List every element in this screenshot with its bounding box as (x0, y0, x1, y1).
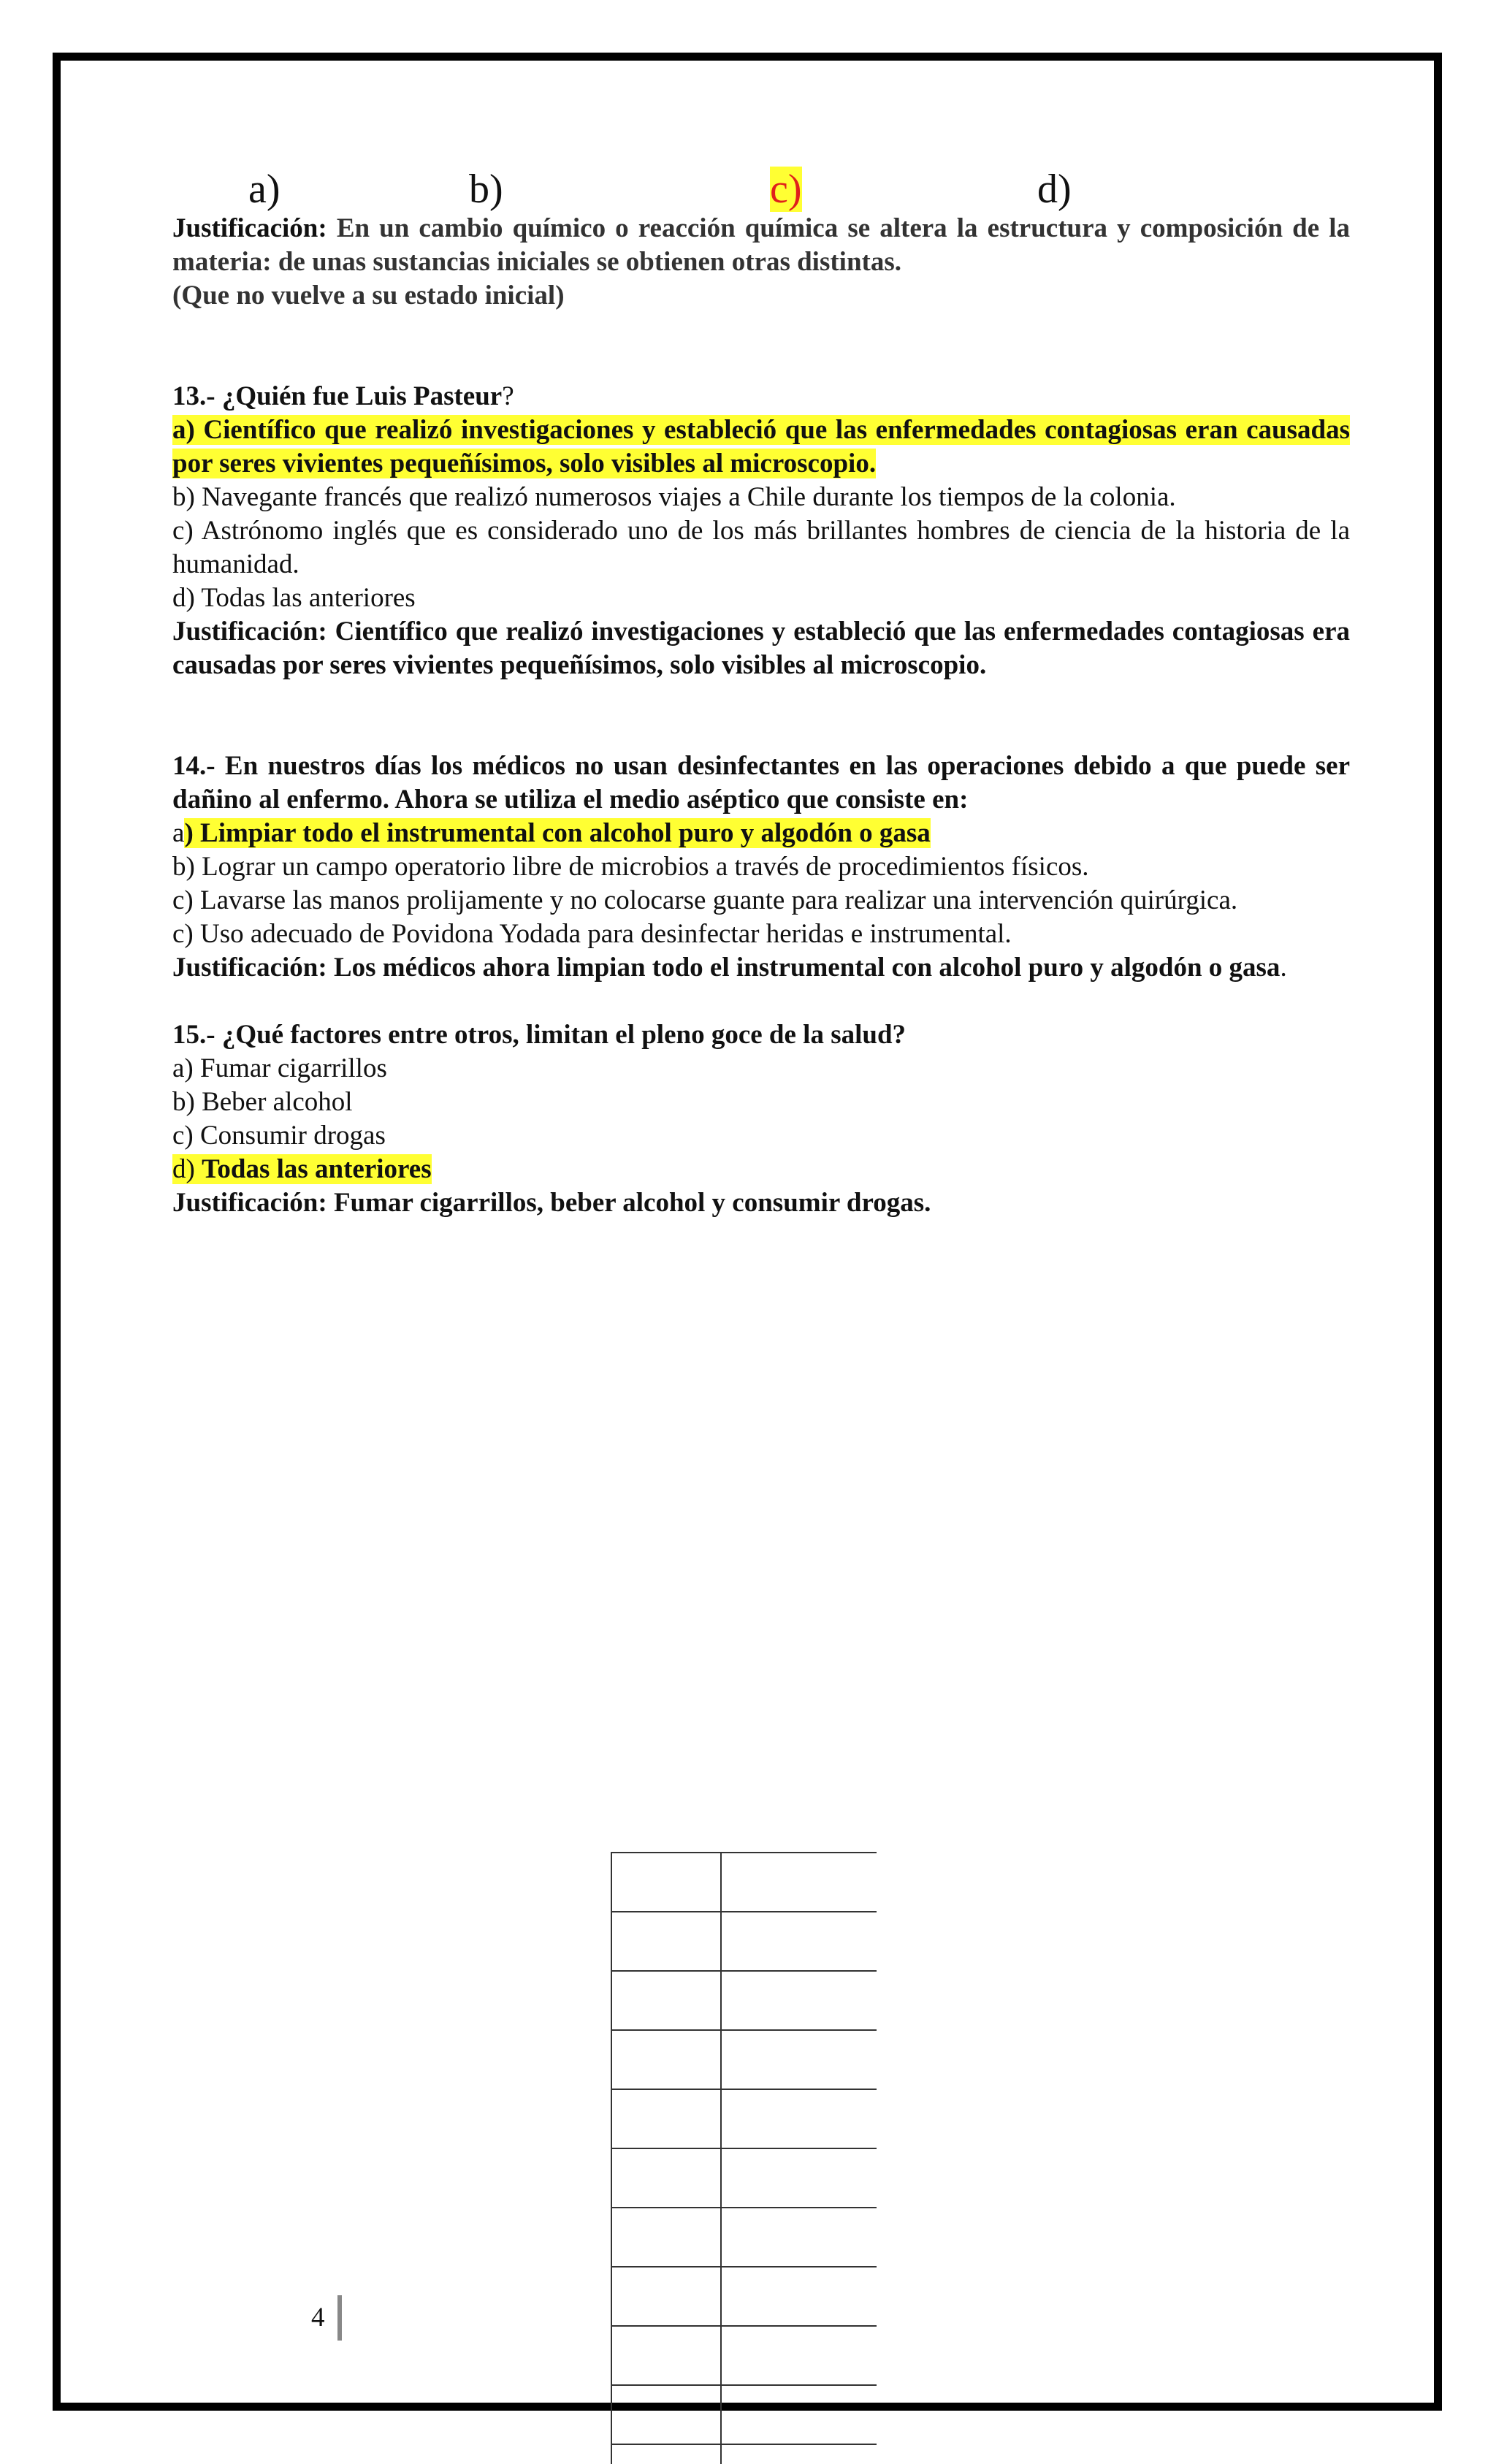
q14-option-c2: c) Uso adecuado de Povidona Yodada para desinfectar heridas e instrumental. (172, 919, 1012, 949)
q13-title-mark: ? (502, 381, 514, 411)
q13-option-a-highlight: a) Científico que realizó investigaciones y estableció que las enfermedades contagiosas eran causadas por seres vivientes pequeñísimos, solo visibles al microscopio. (172, 415, 1350, 478)
answer-options-row (172, 167, 1350, 212)
q15-option-d-prefix: d) (172, 1154, 202, 1184)
grid-line (720, 1852, 722, 2464)
q14-justification-label: Justificación: (172, 953, 327, 983)
q14-option-a (172, 817, 1350, 850)
q12-justification (172, 212, 1350, 279)
grid-line (611, 2444, 877, 2445)
option-b-label: b) (469, 167, 503, 212)
answer-grid (611, 1852, 877, 2464)
grid-line (611, 1852, 612, 2464)
q13-question (172, 380, 1350, 413)
q15-option-a: a) Fumar cigarrillos (172, 1053, 387, 1083)
q14-option-c1: c) Lavarse las manos prolijamente y no colocarse guante para realizar una intervención quirúrgica. (172, 885, 1238, 915)
grid-line (611, 2207, 877, 2208)
document-body (172, 167, 1350, 1220)
q14-justification-text: Los médicos ahora limpian todo el instrumental con alcohol puro y algodón o gasa (333, 953, 1281, 983)
q14-title: 14.- En nuestros días los médicos no usan desinfectantes en las operaciones debido a que puede ser dañino al enfermo. Ahora se utiliza el medio aséptico que consiste en: (172, 751, 1350, 815)
q13-justification (172, 615, 1350, 682)
q15-option-c: c) Consumir drogas (172, 1121, 386, 1151)
option-a-label: a) (248, 167, 280, 212)
q13-option-c: c) Astrónomo inglés que es considerado uno de los más brillantes hombres de ciencia de la historia de la humanidad. (172, 516, 1350, 579)
grid-line (611, 2029, 877, 2031)
q13-option-a (172, 413, 1350, 481)
option-c-label-highlighted: c) (770, 167, 802, 212)
option-d-label: d) (1037, 167, 1072, 212)
q13-title: 13.- ¿Quién fue Luis Pasteur (172, 381, 503, 411)
q12-justification-label: Justificación: (172, 213, 327, 243)
grid-line (611, 2148, 877, 2149)
q15-justification-text: Fumar cigarrillos, beber alcohol y consumir drogas. (333, 1188, 931, 1218)
q13-option-b: b) Navegante francés que realizó numerosos viajes a Chile durante los tiempos de la colonia. (172, 482, 1176, 512)
grid-line (611, 1911, 877, 1912)
grid-line (611, 2384, 877, 2386)
q14-justification (172, 951, 1350, 985)
q15-option-d (172, 1153, 1350, 1186)
q13-justification-label: Justificación: (172, 617, 327, 646)
q15-justification (172, 1186, 1350, 1220)
q15-justification-label: Justificación: (172, 1188, 327, 1218)
grid-line (611, 1970, 877, 1972)
q15-option-b: b) Beber alcohol (172, 1087, 353, 1117)
q15-option-d-highlight: Todas las anteriores (202, 1154, 432, 1184)
q14-option-b: b) Lograr un campo operatorio libre de microbios a través de procedimientos físicos. (172, 852, 1089, 882)
grid-line (611, 2089, 877, 2090)
q13-option-d: d) Todas las anteriores (172, 583, 416, 613)
q14-option-a-prefix: a (172, 818, 185, 848)
q15-title: 15.- ¿Qué factores entre otros, limitan el pleno goce de la salud? (172, 1020, 907, 1050)
q12-note: (Que no vuelve a su estado inicial) (172, 281, 565, 310)
page-number-divider (337, 2295, 342, 2341)
q14-justification-end: . (1280, 953, 1287, 983)
grid-line (611, 2325, 877, 2327)
q12-justification-text: En un cambio químico o reacción química se altera la estructura y composición de la materia: de unas sustancias iniciales se obtienen otras distintas. (172, 213, 1350, 277)
grid-line (611, 1852, 877, 1853)
page-number: 4 (311, 2303, 325, 2333)
q14-option-a-highlight: ) Limpiar todo el instrumental con alcohol puro y algodón o gasa (184, 818, 931, 848)
grid-line (611, 2266, 877, 2267)
q13-justification-text: Científico que realizó investigaciones y estableció que las enfermedades contagiosas era causadas por seres vivientes pequeñísimos, solo visibles al microscopio. (172, 617, 1350, 680)
